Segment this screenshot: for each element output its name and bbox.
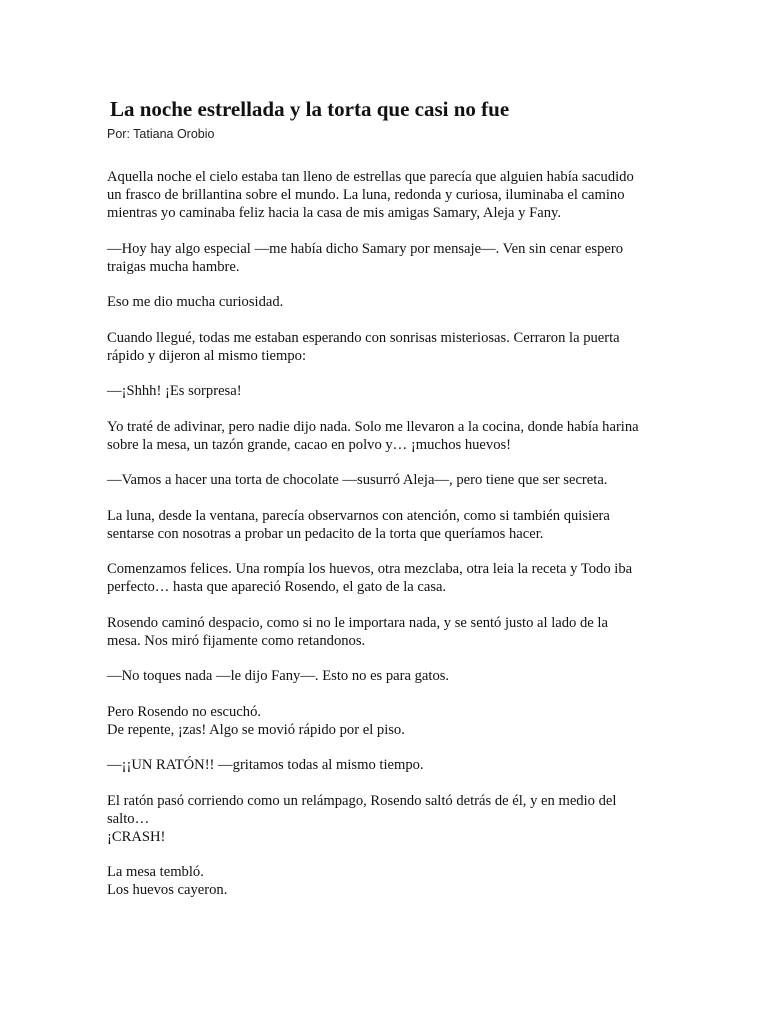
paragraph: —No toques nada —le dijo Fany—. Esto no es para gatos.	[107, 668, 450, 684]
paragraph: —Hoy hay algo especial —me había dicho Samary por mensaje—. Ven sin cenar espero traigas mucha hambre.	[107, 240, 624, 275]
paragraph: Comenzamos felices. Una rompía los huevos, otra mezclaba, otra leia la receta y Todo iba perfecto… hasta que apareció Rosendo, el gato de la casa.	[107, 561, 633, 595]
paragraph: La luna, desde la ventana, parecía observarnos con atención, como si también quisiera sentarse con nosotras a probar un pedacito de la torta que queríamos hacer.	[107, 507, 610, 542]
paragraph: Eso me dio mucha curiosidad.	[107, 294, 284, 310]
paragraph: La mesa tembló. Los huevos cayeron.	[107, 864, 228, 898]
document-page	[107, 95, 667, 917]
document-body	[107, 168, 667, 899]
paragraph: —¡¡UN RATÓN!! —gritamos todas al mismo tiempo.	[107, 757, 424, 773]
paragraph: —¡Shhh! ¡Es sorpresa!	[107, 383, 242, 399]
paragraph: Rosendo caminó despacio, como si no le importara nada, y se sentó justo al lado de la mesa. Nos miró fijamente como retandonos.	[107, 614, 608, 649]
paragraph: Cuando llegué, todas me estaban esperando con sonrisas misteriosas. Cerraron la puerta rápido y dijeron al mismo tiempo:	[107, 329, 620, 364]
paragraph: —Vamos a hacer una torta de chocolate —susurró Aleja—, pero tiene que ser secreta.	[107, 472, 608, 488]
paragraph: Yo traté de adivinar, pero nadie dijo nada. Solo me llevaron a la cocina, donde había harina sobre la mesa, un tazón grande, cacao en polvo y… ¡muchos huevos!	[107, 418, 639, 453]
paragraph: El ratón pasó corriendo como un relámpago, Rosendo saltó detrás de él, y en medio del salto… ¡CRASH!	[107, 792, 617, 845]
paragraph: Pero Rosendo no escuchó. De repente, ¡zas! Algo se movió rápido por el piso.	[107, 703, 405, 738]
document-title: La noche estrellada y la torta que casi no fue	[110, 97, 510, 121]
document-author: Por: Tatiana Orobio	[107, 127, 215, 141]
paragraph: Aquella noche el cielo estaba tan lleno de estrellas que parecía que alguien había sacudido un frasco de brillantina sobre el mundo. La luna, redonda y curiosa, iluminaba el camino mientras yo caminaba feliz hacia la casa de mis amigas Samary, Aleja y Fany.	[107, 169, 634, 221]
